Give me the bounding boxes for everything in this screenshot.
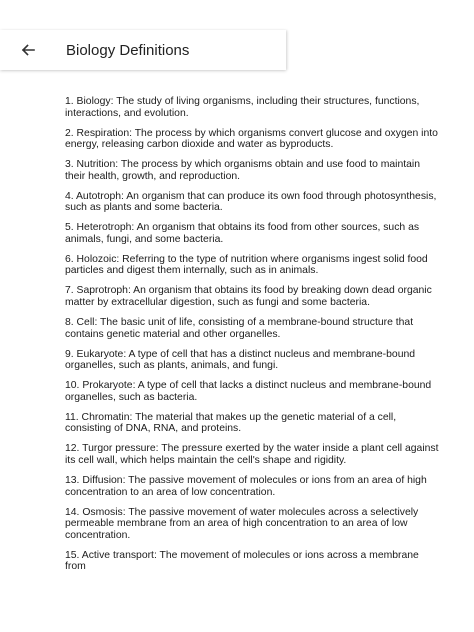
definition-item: 15. Active transport: The movement of molecules or ions across a membrane from [65,549,419,573]
definitions-list [65,96,440,581]
definition-item: 5. Heterotroph: An organism that obtains its food from other sources, such as animals, fungi, and some bacteria. [65,222,420,245]
definition-item: 6. Holozoic: Referring to the type of nutrition where organisms ingest solid food particles and digest them internally, such as in animals. [65,253,428,277]
arrow-back-icon [20,42,36,58]
definition-item: 7. Saprotroph: An organism that obtains its food by breaking down dead organic matter by extracellular digestion, such as fungi and some bacteria. [65,285,432,309]
definition-item: 4. Autotroph: An organism that can produce its own food through photosynthesis, such as plants and some bacteria. [65,190,437,214]
definition-item: 11. Chromatin: The material that makes up the genetic material of a cell, consisting of DNA, RNA, and proteins. [65,411,397,435]
definition-item: 2. Respiration: The process by which organisms convert glucose and oxygen into energy, releasing carbon dioxide and water as byproducts. [65,127,438,151]
page-title: Biology Definitions [66,41,190,59]
definition-item: 13. Diffusion: The passive movement of molecules or ions from an area of high concentration to an area of low concentration. [65,474,427,498]
definition-item: 9. Eukaryote: A type of cell that has a distinct nucleus and membrane-bound organelles, such as plants, animals, and fungi. [65,348,416,372]
definition-item: 10. Prokaryote: A type of cell that lacks a distinct nucleus and membrane-bound organelles, such as bacteria. [65,380,432,403]
definition-item: 12. Turgor pressure: The pressure exerted by the water inside a plant cell against its cell wall, which helps maintain the cell's shape and rigidity. [65,443,439,466]
back-button[interactable] [0,30,56,70]
definition-item: 8. Cell: The basic unit of life, consisting of a membrane-bound structure that contains genetic material and other organelles. [65,317,414,340]
app-bar [0,30,286,70]
definition-item: 3. Nutrition: The process by which organisms obtain and use food to maintain their health, growth, and reproduction. [65,159,421,182]
definition-item: 1. Biology: The study of living organisms, including their structures, functions, interactions, and evolution. [65,96,420,119]
definition-item: 14. Osmosis: The passive movement of water molecules across a selectively permeable membrane from an area of high concentration to an area of low concentration. [65,506,419,541]
